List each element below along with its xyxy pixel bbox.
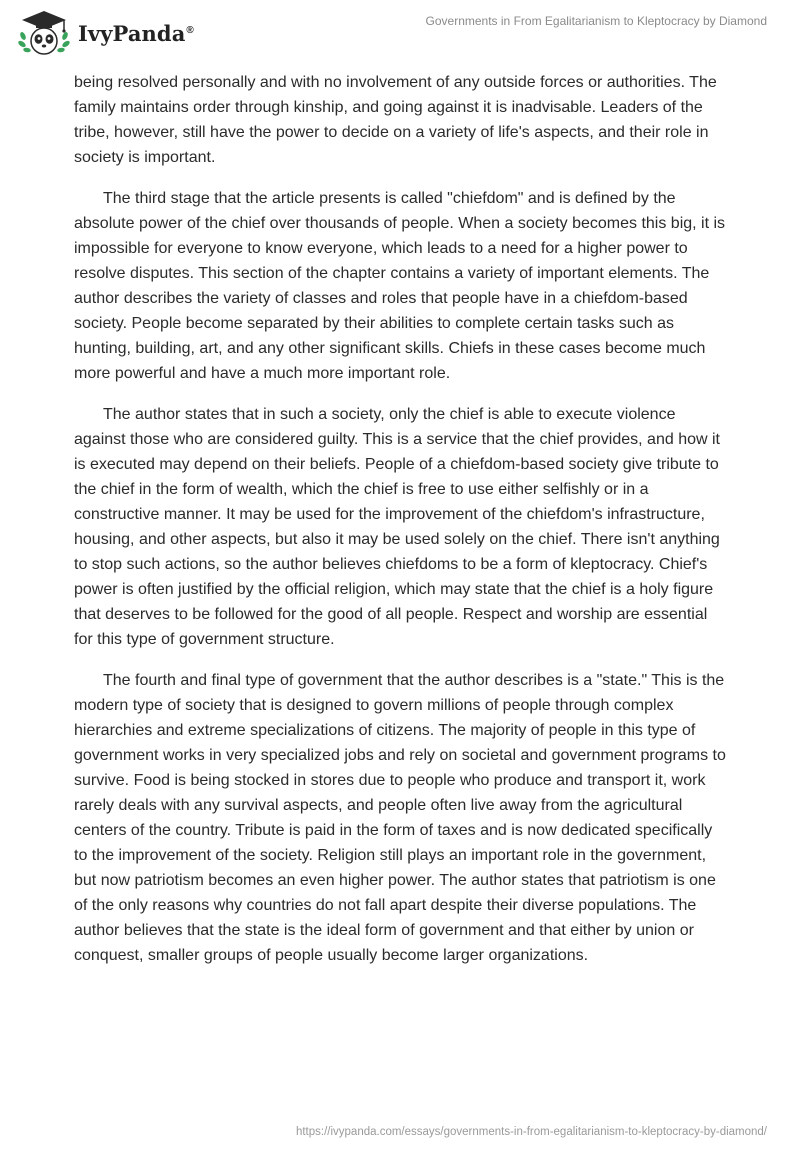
brand-logo[interactable] — [14, 8, 194, 56]
paragraph: being resolved personally and with no involvement of any outside forces or authorities. The family maintains order through kinship, and going against it is inadvisable. Leaders of the tribe, however, still have the power to decide on a variety of life's aspects, and their role in society is important. — [74, 74, 717, 166]
source-url[interactable]: https://ivypanda.com/essays/governments-in-from-egalitarianism-to-kleptocracy-by-diamond/ — [295, 1126, 767, 1138]
paragraph: The author states that in such a society, only the chief is able to execute violence against those who are considered guilty. This is a service that the chief provides, and how it is executed may depend on their beliefs. People of a chiefdom-based society give tribute to the chief in the form of wealth, which the chief is free to use either selfishly or in a constructive manner. It may be used for the improvement of the chiefdom's infrastructure, housing, and other aspects, but also it may be used solely on the chief. There isn't anything to stop such actions, so the author believes chiefdoms to be a form of kleptocracy. Chief's power is often justified by the official religion, which may state that the chief is a holy figure that deserves to be followed for the good of all people. Respect and worship are essential for this type of government structure. — [74, 406, 720, 648]
panda-graduate-icon — [14, 8, 72, 56]
brand-name: IvyPanda® — [78, 20, 194, 46]
document-title: Governments in From Egalitarianism to Kleptocracy by Diamond — [425, 14, 767, 28]
page-header — [0, 0, 800, 60]
paragraph: The third stage that the article presents is called "chiefdom" and is defined by the absolute power of the chief over thousands of people. When a society becomes this big, it is impossible for everyone to know everyone, which leads to a need for a higher power to resolve disputes. This section of the chapter contains a variety of important elements. The author describes the variety of classes and roles that people have in a chiefdom-based society. People become separated by their abilities to complete certain tasks such as hunting, building, art, and any other significant skills. Chiefs in these cases become much more powerful and have a much more important role. — [74, 190, 726, 382]
essay-body — [74, 70, 730, 984]
paragraph: The fourth and final type of government that the author describes is a "state." This is the modern type of society that is designed to govern millions of people through complex hierarchies and extreme specializations of citizens. The majority of people in this type of government works in very specialized jobs and rely on societal and government programs to survive. Food is being stocked in stores due to people who produce and transport it, work rarely deals with any survival aspects, and people often live away from the agricultural centers of the country. Tribute is paid in the form of taxes and is now dedicated specifically to the improvement of the society. Religion still plays an important role in the government, but now patriotism becomes an even higher power. The author states that patriotism is one of the only reasons why countries do not fall apart despite their diverse populations. The author believes that the state is the ideal form of government and that either by union or conquest, smaller groups of people usually become larger organizations. — [74, 672, 726, 964]
registered-mark: ® — [186, 24, 194, 36]
